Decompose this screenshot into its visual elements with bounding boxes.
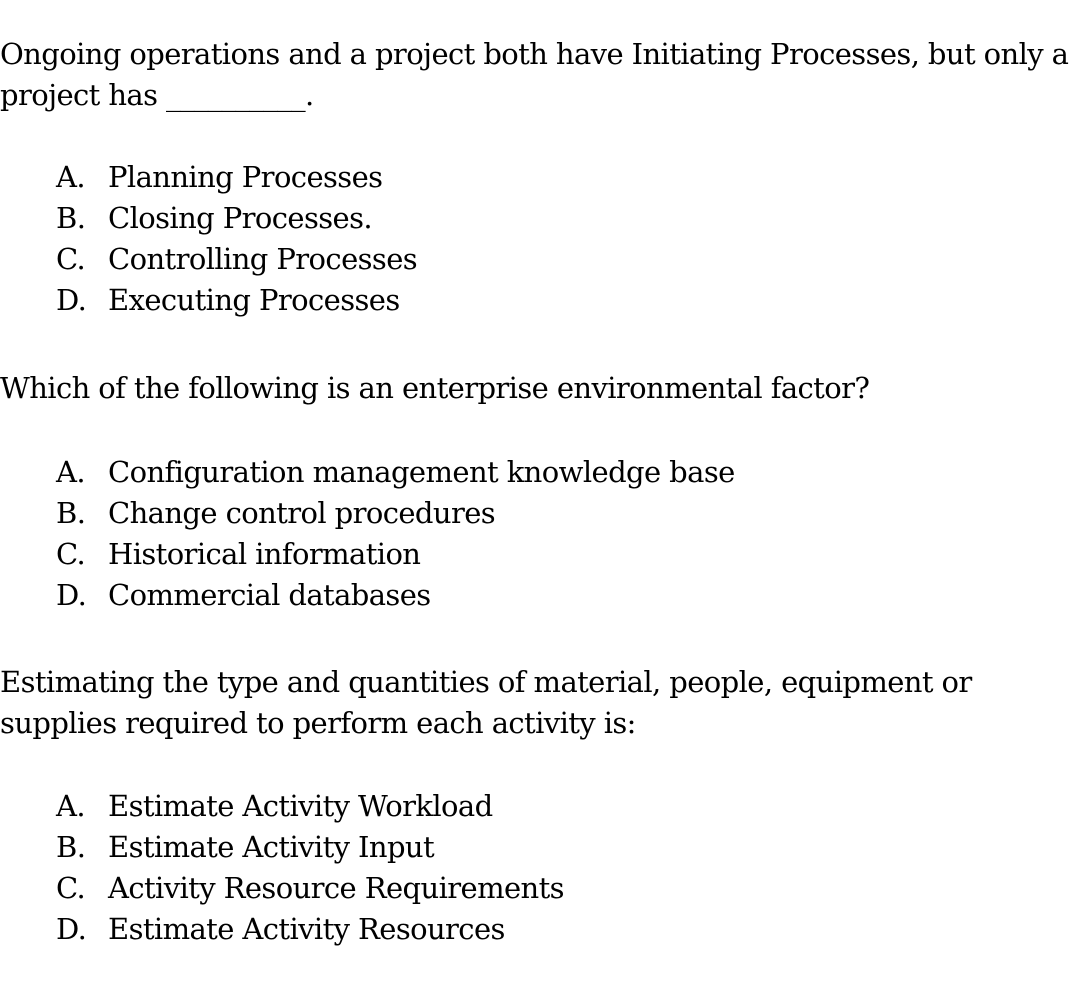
- option-text: Estimate Activity Resources: [108, 912, 505, 946]
- option-letter: C.: [56, 537, 86, 571]
- question-2-options: [56, 452, 1080, 616]
- question-1: [0, 34, 1080, 321]
- option-text: Estimate Activity Workload: [108, 789, 493, 823]
- option-text: Change control procedures: [108, 496, 496, 530]
- question-1-stem-line-2: project has __________.: [0, 78, 314, 112]
- option-letter: A.: [56, 789, 85, 823]
- question-2-stem: [0, 368, 1080, 409]
- question-1-option-d: [56, 280, 1080, 321]
- option-letter: A.: [56, 455, 85, 489]
- option-text: Activity Resource Requirements: [108, 871, 564, 905]
- question-1-stem-line-1: Ongoing operations and a project both have Initiating Processes, but only a: [0, 37, 1069, 71]
- option-text: Estimate Activity Input: [108, 830, 435, 864]
- question-3: [0, 662, 1080, 950]
- option-text: Commercial databases: [108, 578, 431, 612]
- option-letter: B.: [56, 496, 86, 530]
- option-letter: C.: [56, 871, 86, 905]
- question-2-option-d: [56, 575, 1080, 616]
- question-3-stem-line-2: supplies required to perform each activity is:: [0, 706, 636, 740]
- question-3-option-a: [56, 786, 1080, 827]
- question-2: [0, 368, 1080, 616]
- option-letter: C.: [56, 242, 86, 276]
- option-letter: B.: [56, 830, 86, 864]
- option-letter: D.: [56, 283, 87, 317]
- question-3-stem: [0, 662, 1080, 744]
- question-3-option-d: [56, 909, 1080, 950]
- option-letter: A.: [56, 160, 85, 194]
- question-2-option-b: [56, 493, 1080, 534]
- question-1-option-a: [56, 157, 1080, 198]
- question-3-option-c: [56, 868, 1080, 909]
- option-text: Configuration management knowledge base: [108, 455, 735, 489]
- question-1-stem: [0, 34, 1080, 116]
- option-text: Executing Processes: [108, 283, 400, 317]
- question-2-stem-line-1: Which of the following is an enterprise environmental factor?: [0, 371, 870, 405]
- question-1-options: [56, 157, 1080, 321]
- option-text: Historical information: [108, 537, 421, 571]
- question-1-option-c: [56, 239, 1080, 280]
- question-3-options: [56, 786, 1080, 950]
- question-3-option-b: [56, 827, 1080, 868]
- option-letter: B.: [56, 201, 86, 235]
- option-letter: D.: [56, 578, 87, 612]
- question-2-option-a: [56, 452, 1080, 493]
- question-2-option-c: [56, 534, 1080, 575]
- question-1-option-b: [56, 198, 1080, 239]
- option-text: Controlling Processes: [108, 242, 418, 276]
- option-letter: D.: [56, 912, 87, 946]
- option-text: Closing Processes.: [108, 201, 373, 235]
- question-3-stem-line-1: Estimating the type and quantities of material, people, equipment or: [0, 665, 972, 699]
- option-text: Planning Processes: [108, 160, 383, 194]
